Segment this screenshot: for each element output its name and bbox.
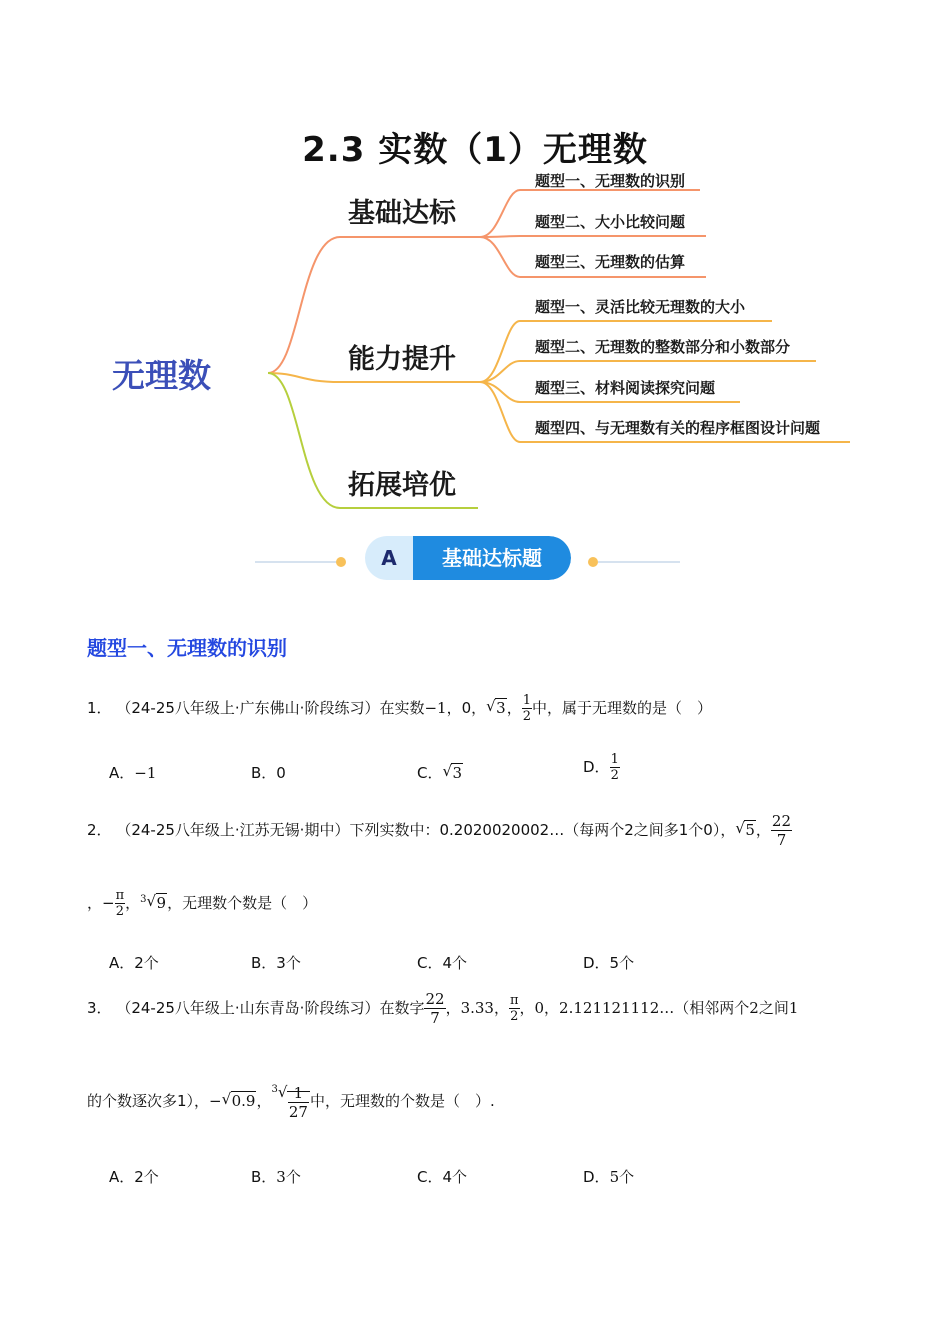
q2-option-d[interactable]: D．5个 xyxy=(583,954,635,972)
branch-ability: 能力提升 xyxy=(348,344,456,375)
fraction-22-7: $\frac{22}{7}$ xyxy=(771,812,792,849)
q1-option-d[interactable]: D． $\frac{1}{2}$ xyxy=(583,752,619,783)
question-source: （24-25八年级上·江苏无锡·期中） xyxy=(116,821,350,839)
page-title: 2.3 实数（1）无理数 xyxy=(302,130,648,170)
q2-option-a[interactable]: A．2个 xyxy=(109,954,159,972)
question-3-line-2: 的个数逐次多1），−√ 0.9，$^3$ √ $\frac{1}{27}$ 中，无理数的个数是（ ）. xyxy=(87,1080,495,1121)
fraction-half: $\frac{1}{2}$ xyxy=(522,693,531,724)
question-number: 2． xyxy=(87,821,112,839)
branch-basic: 基础达标 xyxy=(348,198,456,229)
section-banner xyxy=(255,534,695,584)
mind-map xyxy=(0,160,950,520)
question-source: （24-25八年级上·山东青岛·阶段练习） xyxy=(116,999,380,1017)
sqrt-3: √ 3 xyxy=(486,698,507,718)
q1-option-b[interactable]: B．0 xyxy=(251,764,286,782)
question-source: （24-25八年级上·广东佛山·阶段练习） xyxy=(116,699,380,717)
leaf-ability-3: 题型三、材料阅读探究问题 xyxy=(535,379,716,397)
leaf-basic-2: 题型二、大小比较问题 xyxy=(535,213,686,231)
question-number: 1． xyxy=(87,699,112,717)
branch-extension: 拓展培优 xyxy=(348,470,456,501)
question-1: 1． （24-25八年级上·广东佛山·阶段练习）在实数−1，0，√ 3， $\frac{1}{2}$ 中，属于无理数的是（ ） xyxy=(87,693,712,724)
question-2-line-2: ，− $\frac{\pi}{2}$ ，$^3$√ 9，无理数个数是（ ） xyxy=(87,888,317,919)
leaf-ability-4: 题型四、与无理数有关的程序框图设计问题 xyxy=(535,419,821,437)
q1-option-c[interactable]: C．√ 3 xyxy=(417,762,463,783)
q3-option-a[interactable]: A．2个 xyxy=(109,1168,159,1186)
q3-option-d[interactable]: D．5个 xyxy=(583,1168,635,1186)
q3-option-b[interactable]: B．3个 xyxy=(251,1168,301,1186)
banner-text: 基础达标题 xyxy=(413,536,571,580)
question-3: 3． （24-25八年级上·山东青岛·阶段练习）在数字 $\frac{22}{7}$ ，3.33， $\frac{\pi}{2}$ ，0，2.121121112…（相邻两个2之间1 xyxy=(87,990,799,1027)
question-number: 3． xyxy=(87,999,112,1017)
q1-option-a[interactable]: A．−1 xyxy=(109,764,157,782)
fraction-22-7: $\frac{22}{7}$ xyxy=(425,990,445,1027)
banner-letter: A xyxy=(381,546,397,570)
cube-root-9: √ 9 xyxy=(147,893,168,913)
sqrt-0-9: √ 0.9 xyxy=(222,1091,257,1111)
q2-option-b[interactable]: B．3个 xyxy=(251,954,301,972)
leaf-basic-1: 题型一、无理数的识别 xyxy=(535,172,686,190)
q3-option-c[interactable]: C．4个 xyxy=(417,1168,468,1186)
sqrt-5: √ 5 xyxy=(735,820,756,840)
cube-root-fraction: √ $\frac{1}{27}$ xyxy=(278,1084,310,1121)
fraction-pi-2: $\frac{\pi}{2}$ xyxy=(509,993,519,1024)
fraction-pi-2: $\frac{\pi}{2}$ xyxy=(115,888,125,919)
mindmap-root: 无理数 xyxy=(112,356,211,395)
question-2: 2． （24-25八年级上·江苏无锡·期中）下列实数中：0.2020020002…（每两个2之间多1个0），√ 5， $\frac{22}{7}$ xyxy=(87,812,792,849)
leaf-ability-1: 题型一、灵活比较无理数的大小 xyxy=(535,298,746,316)
leaf-ability-2: 题型二、无理数的整数部分和小数部分 xyxy=(535,338,791,356)
leaf-basic-3: 题型三、无理数的估算 xyxy=(535,253,686,271)
section-title: 题型一、无理数的识别 xyxy=(87,636,287,660)
q2-option-c[interactable]: C．4个 xyxy=(417,954,468,972)
